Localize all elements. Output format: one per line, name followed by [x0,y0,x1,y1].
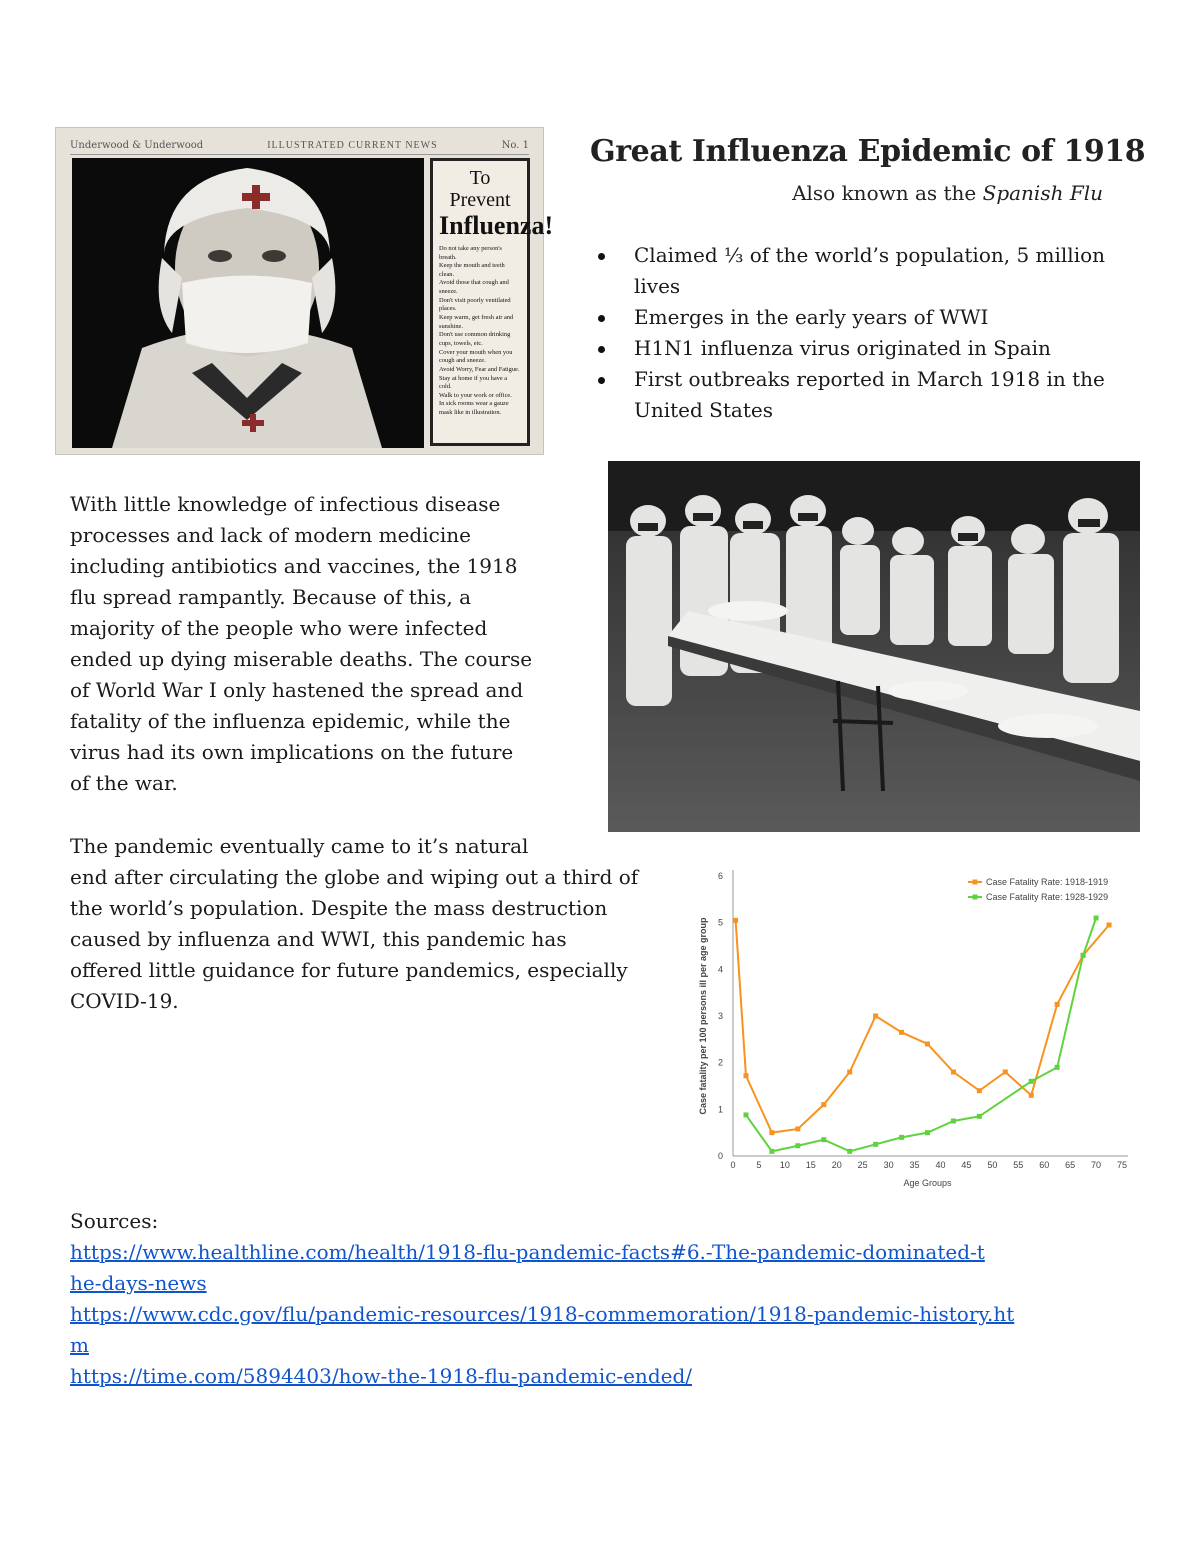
data-point-1928 [899,1135,904,1140]
subtitle-prefix: Also known as the [792,181,983,205]
data-point-1918 [743,1073,748,1078]
data-point-1928 [847,1149,852,1154]
data-point-1918 [769,1130,774,1135]
panel-heading-line2: Influenza! [439,211,554,240]
data-point-1928 [821,1137,826,1142]
paragraph-line: the world’s population. Despite the mass destruction [70,896,608,920]
paragraph-line: end after circulating the globe and wiping out a third of [70,865,639,889]
advice-line: Don't use common drinking cups, towels, etc. [439,331,511,347]
list-item: Emerges in the early years of WWI [594,302,1114,333]
source-link-cdc[interactable] [70,1299,1130,1361]
legend-swatch-marker [973,895,978,900]
page-title: Great Influenza Epidemic of 1918 [590,134,1146,169]
y-axis-title: Case fatality per 100 persons ill per age group [698,917,708,1115]
data-point-1928 [1055,1065,1060,1070]
data-point-1928 [1081,953,1086,958]
series-line-1918 [736,920,1109,1132]
x-tick-label: 55 [1013,1160,1024,1170]
paragraph-line: With little knowledge of infectious disease [70,492,501,516]
nurses-photo-illustration [608,461,1140,832]
data-point-1918 [899,1030,904,1035]
paragraph-line: flu spread rampantly. Because of this, a [70,585,471,609]
paragraph-line: ended up dying miserable deaths. The course [70,647,533,671]
data-point-1918 [733,918,738,923]
advice-line: Don't visit poorly ventilated places. [439,296,511,313]
x-tick-label: 15 [805,1160,816,1170]
data-point-1928 [769,1149,774,1154]
data-point-1928 [1094,916,1099,921]
source-link-healthline[interactable] [70,1237,1130,1299]
data-point-1928 [1029,1079,1034,1084]
paragraph-line: fatality of the influenza epidemic, while the [70,709,511,733]
paragraph-line: virus had its own implications on the future [70,740,514,764]
paragraph-line: of the war. [70,771,178,795]
nurses-making-masks-photo [608,461,1140,832]
paragraph-line: processes and lack of modern medicine [70,523,471,547]
y-tick-label: 6 [717,871,723,881]
link-line: he-days-news [70,1271,207,1295]
advice-line: Keep the mouth and teeth clean. [439,262,505,278]
x-tick-label: 20 [831,1160,842,1170]
body-paragraph-2 [70,831,670,1017]
link-line: https://www.cdc.gov/flu/pandemic-resources/1918-commemoration/1918-pandemic-history.ht [70,1302,1015,1326]
x-tick-label: 35 [909,1160,920,1170]
link-line: m [70,1333,89,1357]
x-tick-label: 40 [935,1160,946,1170]
influenza-poster-image [56,128,554,454]
prevention-advice-panel [430,158,554,446]
link-line: https://time.com/5894403/how-the-1918-flu-pandemic-ended/ [70,1364,692,1388]
y-tick-label: 3 [717,1011,723,1021]
data-point-1928 [795,1143,800,1148]
subtitle-emphasis: Spanish Flu [982,181,1103,205]
advice-line: Keep warm, get fresh air and sunshine. [439,314,514,330]
advice-line: Avoid those that cough and sneeze. [439,279,509,296]
panel-heading-line1: To Prevent [449,167,511,211]
series-line-1928 [746,918,1096,1151]
advice-line: Stay at home if you have a cold. [439,374,508,391]
sources-label: Sources: [70,1209,159,1233]
facts-list [594,240,1114,426]
source-link-time[interactable] [70,1361,1130,1392]
y-tick-label: 4 [717,964,723,975]
data-point-1918 [1003,1070,1008,1075]
data-point-1918 [821,1102,826,1107]
data-point-1928 [925,1130,930,1135]
advice-line: Do not take any person's breath. [439,244,502,261]
legend-entry: Case Fatality Rate: 1928-1929 [986,892,1109,902]
y-tick-label: 5 [717,917,723,928]
masked-nurse-photo [72,158,424,448]
paragraph-line: caused by influenza and WWI, this pandemic has [70,927,567,951]
y-tick-label: 2 [717,1057,723,1068]
x-tick-label: 65 [1065,1160,1076,1170]
data-point-1918 [977,1088,982,1093]
x-tick-label: 45 [961,1160,972,1170]
sources-section [70,1206,1130,1392]
masthead-left: Underwood & Underwood [70,139,204,151]
paragraph-line: of World War I only hastened the spread and [70,678,524,702]
data-point-1918 [795,1126,800,1131]
body-paragraph-1 [70,489,560,799]
data-point-1918 [925,1042,930,1047]
advice-line: Cover your mouth when you cough and sneeze. [439,348,513,365]
x-tick-label: 60 [1039,1160,1050,1170]
x-tick-label: 5 [756,1160,762,1170]
list-item: First outbreaks reported in March 1918 in the United States [594,364,1114,426]
x-tick-label: 70 [1091,1160,1102,1170]
legend-swatch-marker [973,880,978,885]
x-axis-title: Age Groups [903,1178,952,1188]
advice-line: In sick rooms wear a gauze mask like in illustration. [439,400,509,417]
link-line: https://www.healthline.com/health/1918-flu-pandemic-facts#6.-The-pandemic-dominated-t [70,1240,985,1264]
poster-masthead [70,136,529,155]
data-point-1918 [1107,923,1112,928]
x-tick-label: 10 [779,1160,790,1170]
data-point-1918 [951,1070,956,1075]
legend-entry: Case Fatality Rate: 1918-1919 [986,877,1109,887]
y-tick-label: 0 [717,1151,723,1161]
y-tick-label: 1 [717,1104,723,1115]
page-subtitle [792,181,1103,205]
list-item: Claimed ⅓ of the world’s population, 5 million lives [594,240,1114,302]
data-point-1918 [847,1070,852,1075]
x-tick-label: 75 [1116,1160,1128,1170]
data-point-1918 [1029,1093,1034,1098]
paragraph-line: majority of the people who were infected [70,616,488,640]
masthead-right: No. 1 [501,139,529,151]
masthead-title: ILLUSTRATED CURRENT NEWS [267,139,438,151]
x-tick-label: 25 [857,1160,868,1170]
x-tick-label: 50 [987,1160,998,1170]
list-item: H1N1 influenza virus originated in Spain [594,333,1114,364]
paragraph-line: The pandemic eventually came to it’s natural [70,834,529,858]
data-point-1928 [873,1142,878,1147]
advice-line: Avoid Worry, Fear and Fatigue. [439,365,520,373]
paragraph-line: including antibiotics and vaccines, the 1918 [70,554,518,578]
case-fatality-chart [690,862,1150,1196]
data-point-1928 [977,1114,982,1119]
data-point-1928 [743,1112,748,1117]
masked-nurse-illustration [72,158,424,448]
x-tick-label: 30 [883,1160,894,1170]
x-tick-label: 0 [730,1160,736,1170]
data-point-1918 [1055,1002,1060,1007]
paragraph-line: offered little guidance for future pandemics, especially [70,958,628,982]
data-point-1918 [873,1014,878,1019]
advice-line: Walk to your work or office. [439,391,512,399]
paragraph-line: COVID-19. [70,989,179,1013]
data-point-1928 [951,1119,956,1124]
